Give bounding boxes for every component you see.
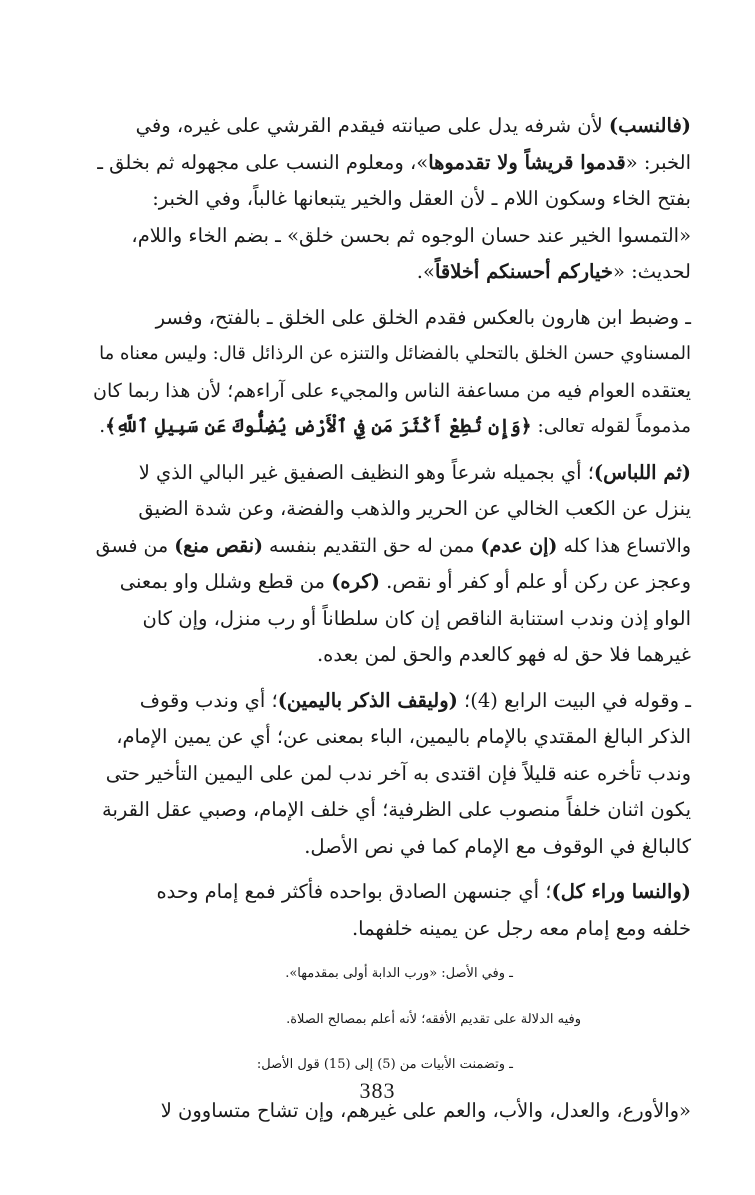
- bold-term: (نقص منع): [174, 534, 263, 557]
- text-run: الخبر: «: [625, 150, 691, 174]
- page-body: [93, 108, 691, 1138]
- text-run: بفتح الخاء وسكون اللام ـ لأن العقل والخير يتبعانها غالباً، وفي الخبر:: [152, 187, 691, 210]
- text-run: »، ومعلوم النسب على مجهوله ثم بخلق ـ: [97, 150, 429, 174]
- text-line: [93, 373, 691, 410]
- text-line: [93, 336, 691, 373]
- paragraph: [93, 956, 691, 993]
- text-run: الواو إذن وندب استنابة الناقص إن كان سلطاناً أو رب منزل، وإن كان: [142, 606, 691, 630]
- text-run: الذكر البالغ المقتدي بالإمام باليمين، الباء بمعنى عن؛ أي عن يمين الإمام،: [116, 725, 691, 748]
- text-line: [93, 719, 691, 756]
- bold-term: (كره): [331, 570, 380, 593]
- text-line: [93, 254, 691, 291]
- text-line: [93, 756, 691, 793]
- text-run: مذموماً لقوله تعالى:: [531, 416, 691, 437]
- paragraph: [93, 1002, 691, 1039]
- bold-term: (فالنسب): [608, 114, 691, 137]
- text-run: ؛ أي جنسهن الصادق بواحده فأكثر فمع إمام وحده: [156, 880, 552, 903]
- text-run: المسناوي حسن الخلق بالتحلي بالفضائل والتنزه عن الرذائل قال: وليس معناه ما: [99, 343, 691, 364]
- bold-term: (ثم اللباس): [593, 460, 691, 484]
- text-line: [93, 829, 691, 866]
- text-run: من قطع وشلل واو بمعنى: [119, 570, 332, 593]
- text-run: ؛ أي وندب وقوف: [139, 688, 278, 712]
- text-line: [93, 874, 691, 911]
- text-run: ممن له حق التقديم بنفسه: [262, 534, 481, 557]
- text-line: [93, 683, 691, 720]
- text-run: وعجز عن ركن أو علم أو كفر أو نقص.: [379, 570, 691, 593]
- text-line: [93, 300, 691, 337]
- text-run: «التمسوا الخير عند حسان الوجوه ثم بحسن خلق» ـ بضم الخاء واللام،: [131, 223, 691, 247]
- text-line: [93, 792, 691, 829]
- text-run: ؛ أي بجميله شرعاً وهو النظيف الصفيق غير البالي الذي لا: [138, 460, 594, 484]
- text-line: [93, 564, 691, 601]
- text-line: [93, 528, 691, 565]
- text-run: خلفه ومع إمام معه رجل عن يمينه خلفهما.: [351, 916, 691, 940]
- text-line: [93, 491, 691, 528]
- text-line: [93, 1002, 691, 1039]
- text-run: كالبالغ في الوقوف مع الإمام كما في نص الأصل.: [304, 834, 691, 858]
- text-run: وندب تأخره عنه قليلاً فإن اقتدى به آخر ندب لمن على اليمين التأخير حتى: [105, 761, 691, 785]
- text-line: [93, 108, 691, 145]
- text-run: ـ وضبط ابن هارون بالعكس فقدم الخلق على الخلق ـ بالفتح، وفسر: [155, 305, 691, 329]
- bold-term: ﴿وَإِن تُطِعْ أَكْثَرَ مَن فِي ٱلْأَرْضِ يُضِلُّوكَ عَن سَبِيلِ ٱللَّهِ﴾: [105, 416, 532, 437]
- text-run: ـ وفي الأصل: «ورب الدابة أولى بمقدمها».: [285, 966, 513, 981]
- text-run: غيرهما فلا حق له فهو كالعدم والحق لمن بعده.: [316, 643, 691, 666]
- text-run: ».: [416, 260, 435, 283]
- paragraph: [93, 300, 691, 446]
- text-run: ـ وقوله في البيت الرابع (4)؛: [457, 688, 691, 712]
- text-run: يكون اثنان خلفاً منصوب على الظرفية؛ أي خلف الإمام، وصبي عقل القربة: [102, 798, 691, 821]
- paragraph: [93, 455, 691, 674]
- text-run: وفيه الدلالة على تقديم الأفقه؛ لأنه أعلم بمصالح الصلاة.: [286, 1011, 581, 1027]
- text-run: من فسق: [95, 534, 175, 557]
- text-line: [93, 455, 691, 492]
- text-line: [93, 911, 691, 948]
- text-run: .: [99, 416, 106, 437]
- text-run: يعتقده العوام فيه من مساعفة الناس والمجيء على آراءهم؛ لأن هذا ربما كان: [93, 379, 691, 402]
- paragraph: [93, 108, 691, 291]
- text-run: ينزل عن الكعب الخالي عن الحرير والذهب والفضة، وعن شدة الضيق: [138, 497, 691, 520]
- text-run: «والأورع، والعدل، والأب، والعم على غيرهم، وإن تشاح متساوون لا: [160, 1098, 691, 1122]
- page-number: 383: [359, 1078, 396, 1103]
- text-line: [93, 637, 691, 674]
- text-line: [93, 181, 691, 218]
- text-run: لحديث: «: [612, 260, 691, 283]
- bold-term: (إن عدم): [480, 534, 558, 557]
- bold-term: (والنسا وراء كل): [551, 880, 691, 903]
- text-run: لأن شرفه يدل على صيانته فيقدم القرشي على غيره، وفي: [135, 114, 609, 137]
- bold-term: قدموا قريشاً ولا تقدموها: [428, 150, 626, 174]
- text-line: [93, 601, 691, 638]
- text-line: [93, 956, 691, 993]
- text-run: والاتساع هذا كله: [557, 534, 691, 557]
- bold-term: (وليقف الذكر باليمين): [277, 688, 458, 712]
- text-run: ـ وتضمنت الأبيات من (5) إلى (15) قول الأصل:: [256, 1057, 513, 1072]
- text-line: [93, 409, 691, 446]
- paragraph: [93, 683, 691, 866]
- text-line: [93, 145, 691, 182]
- text-line: [93, 218, 691, 255]
- bold-term: خياركم أحسنكم أخلاقاً: [434, 260, 613, 283]
- paragraph: [93, 874, 691, 947]
